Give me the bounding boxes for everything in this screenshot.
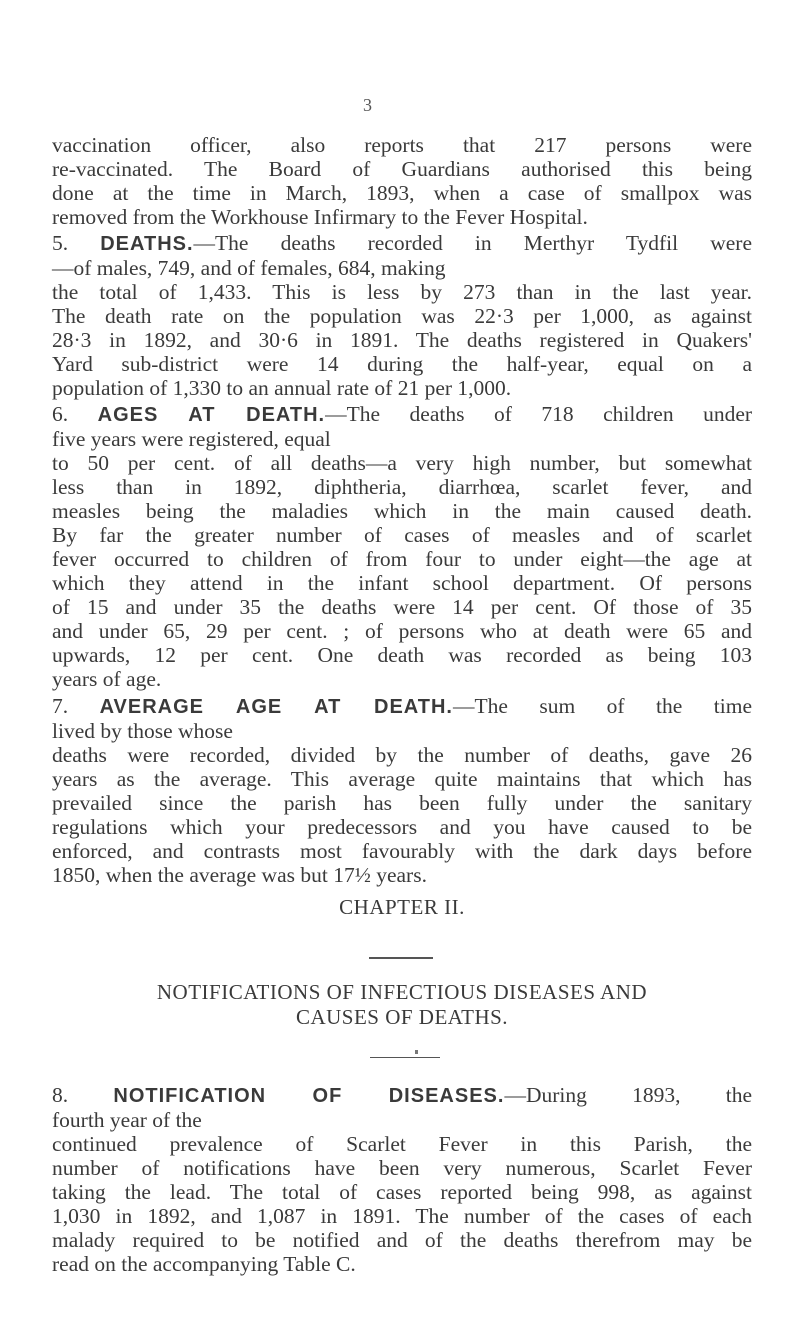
text-line: 28·3 in 1892, and 30·6 in 1891. The deaths registered in Quakers' [52,328,752,352]
text-line: taking the lead. The total of cases reported being 998, as against [52,1180,752,1204]
section-number: 8. [52,1083,69,1107]
text-line: done at the time in March, 1893, when a case of smallpox was [52,181,752,205]
text-line: and under 65, 29 per cent. ; of persons who at death were 65 and [52,619,752,643]
text-line: to 50 per cent. of all deaths—a very high number, but somewhat [52,451,752,475]
section-first-line [52,1083,752,1108]
section-first-text: —The deaths recorded in Merthyr Tydfil were [193,231,752,255]
chapter-title: CHAPTER II. [339,895,465,919]
text-line: which they attend in the infant school department. Of persons [52,571,752,595]
section-number: 7. [52,694,69,718]
section-first-line [52,694,752,719]
section-number: 6. [52,402,69,426]
section-heading: AGES AT DEATH. [97,404,326,426]
text-line: vaccination officer, also reports that 217 persons were [52,133,752,157]
text-line: regulations which your predecessors and you have caused to be [52,815,752,839]
text-line: continued prevalence of Scarlet Fever in this Parish, the [52,1132,752,1156]
section-ages-at-death [52,402,752,691]
text-line: prevailed since the parish has been fully under the sanitary [52,791,752,815]
text-line: less than in 1892, diphtheria, diarrhœa, scarlet fever, and [52,475,752,499]
section-deaths [52,231,752,400]
text-line: 1,030 in 1892, and 1,087 in 1891. The number of the cases of each [52,1204,752,1228]
text-line: number of notifications have been very numerous, Scarlet Fever [52,1156,752,1180]
text-line: of 15 and under 35 the deaths were 14 per cent. Of those of 35 [52,595,752,619]
section-first-text: —The deaths of 718 children under [325,402,753,426]
text-line: Yard sub-district were 14 during the half-year, equal on a [52,352,752,376]
text-line: measles being the maladies which in the main caused death. [52,499,752,523]
section-number: 5. [52,231,69,255]
divider [370,1057,440,1058]
section-first-text: —During 1893, the [504,1083,752,1107]
text-line: the total of 1,433. This is less by 273 than in the last year. [52,280,752,304]
text-line: deaths were recorded, divided by the number of deaths, gave 26 [52,743,752,767]
dot-mark [415,1050,418,1054]
text-line: malady required to be notified and of the deaths therefrom may be [52,1228,752,1252]
divider [369,957,433,959]
section-first-line [52,231,752,256]
text-line: years of age. [52,667,162,691]
text-line: five years were registered, equal [52,427,331,451]
section-heading: AVERAGE AGE AT DEATH. [99,696,453,718]
section-first-text: —The sum of the time [452,694,752,718]
text-line: population of 1,330 to an annual rate of 21 per 1,000. [52,376,512,400]
section-notification [52,1083,752,1276]
intro-paragraph [52,133,752,229]
text-line: fever occurred to children of from four to under eight—the age at [52,547,752,571]
text-line: re-vaccinated. The Board of Guardians authorised this being [52,157,752,181]
text-line: removed from the Workhouse Infirmary to the Fever Hospital. [52,205,588,229]
page-number: 3 [363,95,372,115]
text-line: enforced, and contrasts most favourably with the dark days before [52,839,752,863]
text-line: upwards, 12 per cent. One death was recorded as being 103 [52,643,752,667]
section-average-age [52,694,752,887]
chapter-subtitle-line-1: NOTIFICATIONS OF INFECTIOUS DISEASES AND [156,980,648,1004]
chapter-subtitle-line-2: CAUSES OF DEATHS. [295,1005,509,1029]
text-line: By far the greater number of cases of measles and of scarlet [52,523,752,547]
text-line: read on the accompanying Table C. [52,1252,356,1276]
section-first-line [52,402,752,427]
text-line: fourth year of the [52,1108,202,1132]
section-heading: DEATHS. [100,233,194,255]
text-line: lived by those whose [52,719,233,743]
text-line: years as the average. This average quite maintains that which has [52,767,752,791]
text-line: 1850, when the average was but 17½ years. [52,863,427,887]
section-heading: NOTIFICATION OF DISEASES. [113,1085,505,1107]
text-line: —of males, 749, and of females, 684, making [52,256,446,280]
text-line: The death rate on the population was 22·3 per 1,000, as against [52,304,752,328]
